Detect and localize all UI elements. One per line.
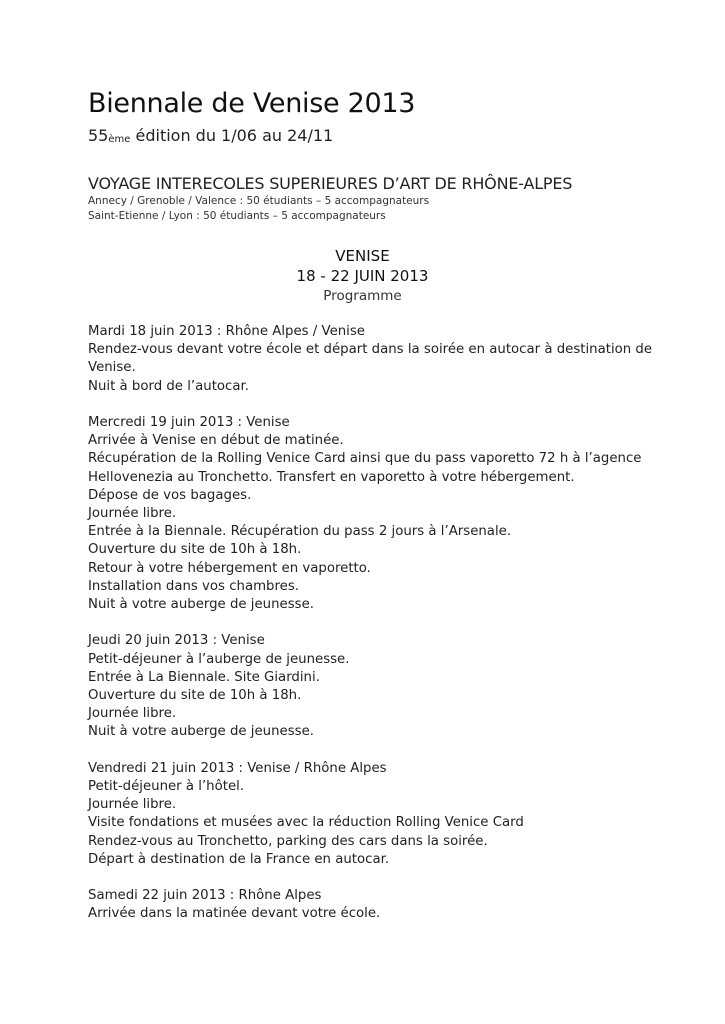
day-line: Nuit à bord de l’autocar. (88, 378, 249, 394)
group-list (88, 194, 429, 224)
group-line-1: Annecy / Grenoble / Valence : 50 étudiants – 5 accompagnateurs (88, 195, 430, 207)
day-line: Installation dans vos chambres. (88, 578, 299, 594)
day-line: Dépose de vos bagages. (88, 487, 252, 503)
day-heading: Samedi 22 juin 2013 : Rhône Alpes (88, 888, 322, 904)
day-heading: Mardi 18 juin 2013 : Rhône Alpes / Venise (88, 324, 365, 339)
day-line: Ouverture du site de 10h à 18h. (88, 688, 302, 704)
day-line: Retour à votre hébergement en vaporetto. (88, 560, 371, 576)
day-line: Visite fondations et musées avec la réduction Rolling Venice Card (88, 815, 524, 831)
trip-dates: 18 - 22 JUIN 2013 (296, 267, 429, 285)
edition-number: 55 (88, 126, 109, 145)
edition-dates: édition du 1/06 au 24/11 (130, 126, 334, 145)
day-line: Journée libre. (88, 706, 177, 722)
voyage-heading: VOYAGE INTERECOLES SUPERIEURES D’ART DE RHÔNE-ALPES (88, 174, 573, 193)
day-entry (88, 414, 688, 614)
day-line: Petit-déjeuner à l’auberge de jeunesse. (88, 651, 350, 667)
day-heading: Mercredi 19 juin 2013 : Venise (88, 415, 290, 430)
day-line: Entrée à La Biennale. Site Giardini. (88, 669, 320, 685)
trip-city: VENISE (335, 247, 390, 265)
day-line: Ouverture du site de 10h à 18h. (88, 542, 302, 558)
day-line: Rendez-vous au Tronchetto, parking des cars dans la soirée. (88, 833, 488, 849)
day-line: Petit-déjeuner à l’hôtel. (88, 779, 245, 795)
day-line: Arrivée à Venise en début de matinée. (88, 433, 344, 449)
day-line: Entrée à la Biennale. Récupération du pass 2 jours à l’Arsenale. (88, 524, 512, 540)
group-line-2: Saint-Etienne / Lyon : 50 étudiants – 5 accompagnateurs (88, 210, 386, 222)
edition-line (88, 126, 333, 145)
day-line: Départ à destination de la France en autocar. (88, 851, 390, 867)
day-line: Hellovenezia au Tronchetto. Transfert en vaporetto à votre hébergement. (88, 469, 575, 485)
day-line: Nuit à votre auberge de jeunesse. (88, 724, 314, 740)
day-line: Nuit à votre auberge de jeunesse. (88, 597, 314, 613)
day-line: Journée libre. (88, 506, 177, 522)
edition-superscript: ème (108, 134, 131, 145)
day-entry (88, 887, 688, 923)
day-heading: Jeudi 20 juin 2013 : Venise (88, 633, 265, 649)
day-line: Venise. (88, 360, 136, 376)
day-line: Rendez-vous devant votre école et départ dans la soirée en autocar à destination de (88, 342, 653, 358)
day-entry (88, 760, 688, 869)
trip-heading-block (0, 246, 725, 306)
program-schedule (88, 323, 688, 942)
program-label: Programme (323, 288, 402, 304)
day-line: Récupération de la Rolling Venice Card ainsi que du pass vaporetto 72 h à l’agence (88, 451, 642, 467)
day-line: Arrivée dans la matinée devant votre école. (88, 906, 381, 922)
document-title: Biennale de Venise 2013 (88, 88, 416, 119)
day-entry (88, 632, 688, 741)
day-entry (88, 323, 688, 396)
day-heading: Vendredi 21 juin 2013 : Venise / Rhône Alpes (88, 760, 387, 776)
day-line: Journée libre. (88, 797, 177, 813)
